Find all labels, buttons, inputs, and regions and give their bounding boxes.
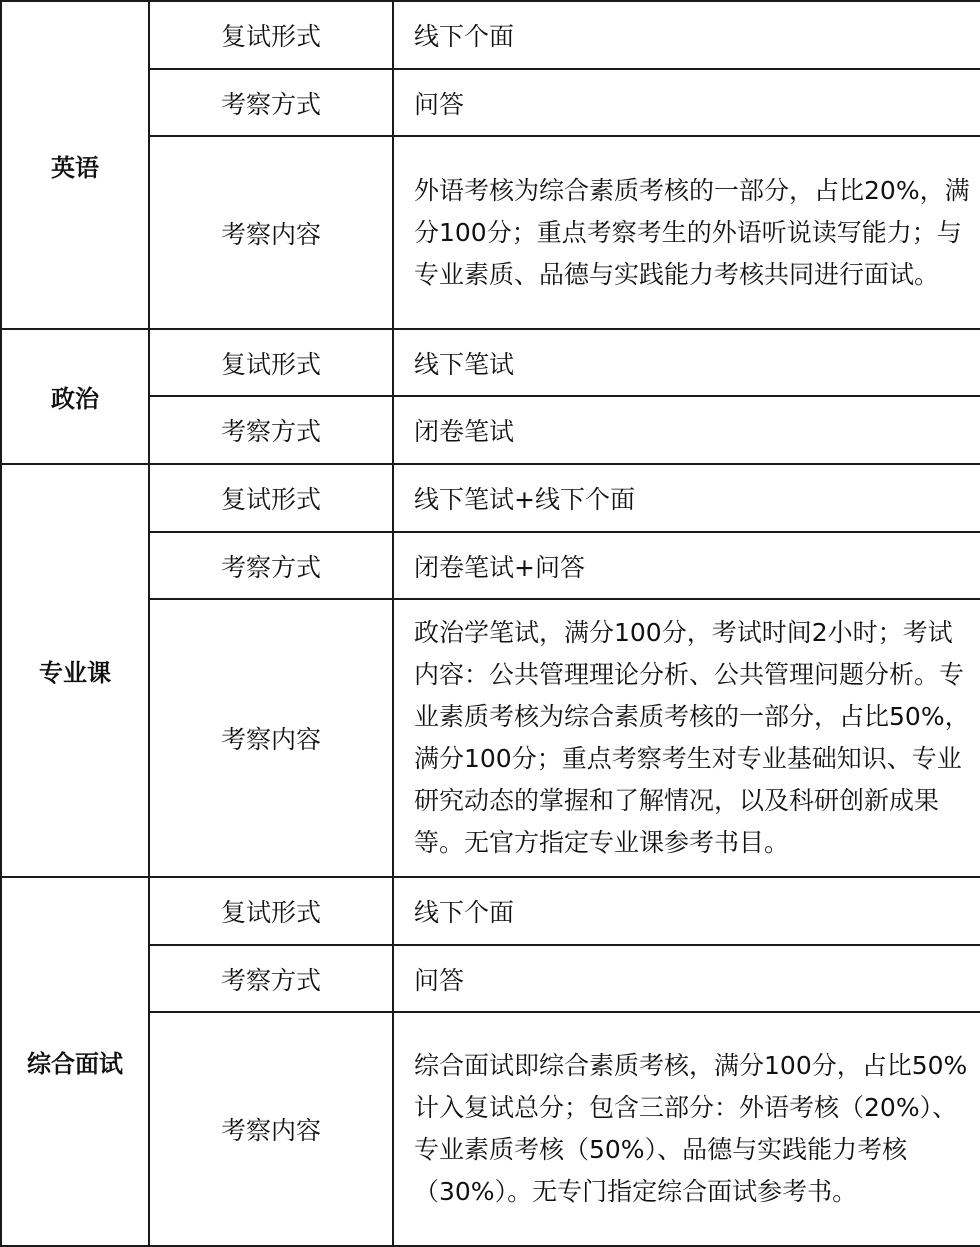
table-row	[1, 1, 980, 69]
row-value: 外语考核为综合素质考核的一部分，占比20%，满分100分；重点考察考生的外语听说读写能力；与专业素质、品德与实践能力考核共同进行面试。	[393, 136, 980, 329]
row-value: 政治学笔试，满分100分，考试时间2小时；考试内容：公共管理理论分析、公共管理问题分析。专业素质考核为综合素质考核的一部分，占比50%，满分100分；重点考察考生对专业基础知识、专业研究动态的掌握和了解情况，以及科研创新成果等。无官方指定专业课参考书目。	[393, 599, 980, 877]
row-label: 考察方式	[149, 945, 393, 1012]
category-cell-politics: 政治	[1, 329, 149, 464]
row-value: 线下笔试	[393, 329, 980, 396]
row-label: 复试形式	[149, 329, 393, 396]
row-label: 考察方式	[149, 396, 393, 464]
category-cell-english: 英语	[1, 1, 149, 329]
row-value: 问答	[393, 69, 980, 136]
row-label: 考察方式	[149, 532, 393, 599]
row-label: 复试形式	[149, 877, 393, 945]
row-label: 考察内容	[149, 136, 393, 329]
row-value: 闭卷笔试+问答	[393, 532, 980, 599]
row-value: 线下笔试+线下个面	[393, 464, 980, 532]
row-value: 线下个面	[393, 1, 980, 69]
category-cell-major: 专业课	[1, 464, 149, 877]
row-value: 闭卷笔试	[393, 396, 980, 464]
row-value: 线下个面	[393, 877, 980, 945]
row-label: 复试形式	[149, 464, 393, 532]
row-value: 问答	[393, 945, 980, 1012]
table-row	[1, 877, 980, 945]
table-row	[1, 329, 980, 396]
row-label: 考察内容	[149, 1012, 393, 1246]
row-label: 考察方式	[149, 69, 393, 136]
table-row	[1, 464, 980, 532]
row-label: 考察内容	[149, 599, 393, 877]
row-label: 复试形式	[149, 1, 393, 69]
category-cell-interview: 综合面试	[1, 877, 149, 1246]
row-value: 综合面试即综合素质考核，满分100分，占比50%计入复试总分；包含三部分：外语考核（20%）、专业素质考核（50%）、品德与实践能力考核（30%）。无专门指定综合面试参考书。	[393, 1012, 980, 1246]
